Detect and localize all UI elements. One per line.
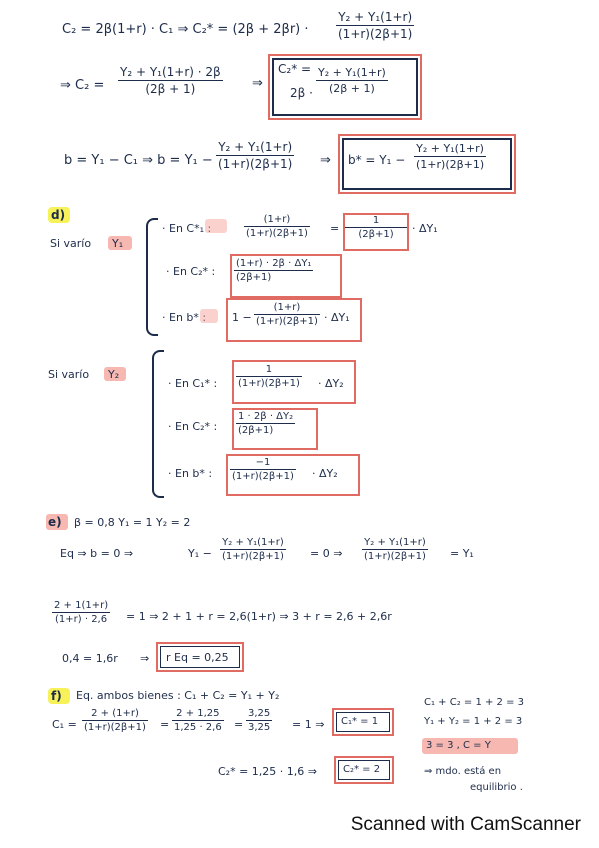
r2-box-den: (2β + 1) [328,82,375,95]
r3-box-lhs: b* = Y₁ − [348,153,406,167]
f-side-1: C₁ + C₂ = 1 + 2 = 3 [424,697,525,708]
fraction-bar [230,469,296,470]
fraction-bar [246,720,272,721]
d-m1-pre: · En C₁* : [168,377,218,390]
f-side-4: ⇒ mdo. está en [424,766,502,777]
f-c1-num: 2 + (1+r) [91,708,139,719]
d-l3-pre: · En b* : [162,311,207,324]
brace-y2 [152,350,164,498]
e-d-box: r Eq = 0,25 [166,651,229,664]
b-highlight [200,309,218,323]
fraction-bar [236,376,302,377]
f-c1-eq: = [160,718,170,731]
fraction-bar [82,720,148,721]
e-eq-den2: (1+r)(2β+1) [364,551,426,562]
e-eq-end: = Y₁ [450,547,474,560]
r2-den: (2β + 1) [145,82,196,96]
d-l3-fraction [254,302,320,327]
e-eq-den: (1+r)(2β+1) [222,551,284,562]
d-m3-tail: · ΔY₂ [312,467,338,480]
f-c1-lhs: C₁ = [52,718,77,731]
fraction-bar [244,226,310,227]
d-m3-pre: · En b* : [168,467,213,480]
r3-lhs: b = Y₁ − C₁ ⇒ b = Y₁ − [64,153,213,168]
f-c1-fraction-3 [246,708,272,733]
r3-box-num: Y₂ + Y₁(1+r) [416,142,484,155]
r2-box-num: Y₂ + Y₁(1+r) [318,66,386,79]
fraction-bar [362,549,428,550]
r2-box-lhs: C₂* = [278,62,312,76]
d-l1-fraction [244,214,310,239]
f-c1-box: C₁* = 1 [341,716,379,727]
f-side-2: Y₁ + Y₂ = 1 + 2 = 3 [424,716,523,727]
fraction-bar [172,720,224,721]
f-label: f) [51,689,62,703]
f-c2-box: C₂* = 2 [343,764,381,775]
r3-num: Y₂ + Y₁(1+r) [218,140,293,154]
d-l3-num: (1+r) [273,302,301,313]
fraction-bar [316,80,388,81]
r3-arrow: ⇒ [320,153,331,168]
e-d-lhs: 0,4 = 1,6r [62,652,118,665]
d-si-vario-2: Si varío [48,368,90,381]
d-l1-den: (1+r)(2β+1) [246,228,308,239]
r1-den: (1+r)(2β+1) [338,27,413,41]
f-side-5: equilibrio . [470,782,523,793]
e-d-arrow: ⇒ [140,652,150,665]
e-c-fraction [52,600,110,625]
d-label: d) [51,208,66,222]
r3-box-den: (1+r)(2β+1) [416,158,485,171]
e-eq-lhs: Eq ⇒ b = 0 ⇒ [60,547,134,560]
d-l3-den: (1+r)(2β+1) [256,316,318,327]
f-c1-eq2: = [234,718,244,731]
r3-fraction [216,140,294,171]
e-c-den: (1+r) · 2,6 [55,614,108,625]
d-m2-fraction [236,411,295,436]
fraction-bar [220,549,286,550]
scanner-watermark: Scanned with CamScanner [350,814,581,835]
fraction-bar [336,25,414,26]
f-c1-num2: 2 + 1,25 [176,708,220,719]
d-si-vario-1: Si varío [50,237,92,250]
e-label: e) [48,515,62,529]
r2-fraction [118,65,223,96]
e-eq-mid: = 0 ⇒ [310,547,343,560]
f-c2-lhs: C₂* = 1,25 · 1,6 ⇒ [218,765,317,778]
f-c1-den3: 3,25 [248,722,271,733]
fraction-bar [236,423,295,424]
d-l1-bden: (2β+1) [358,229,394,240]
r1-fraction [336,10,414,41]
d-m1-tail: · ΔY₂ [318,377,344,390]
d-m1-num: 1 [265,364,273,375]
e-c-rest: = 1 ⇒ 2 + 1 + r = 2,6(1+r) ⇒ 3 + r = 2,6 + 2,6r [126,610,392,623]
brace-y1 [146,218,158,336]
f-c1-fraction-2 [172,708,224,733]
d-var2: Y₂ [108,368,120,381]
d-l1-tail: · ΔY₁ [412,222,438,235]
fraction-bar [234,270,313,271]
r2-lhs: ⇒ C₂ = [60,78,105,93]
d-m1-den: (1+r)(2β+1) [238,378,300,389]
d-var1: Y₁ [112,237,124,250]
d-m2-den: (2β+1) [238,425,274,436]
r2-box-fraction [316,66,388,95]
r2-num: Y₂ + Y₁(1+r) · 2β [120,65,221,79]
d-m3-num: −1 [255,457,271,468]
r2-box-mid: 2β · [290,86,313,100]
d-l3-a: 1 − [232,311,252,324]
r3-box-fraction [414,142,486,171]
c1-highlight [205,219,227,233]
d-m3-den: (1+r)(2β+1) [232,471,294,482]
fraction-bar [216,155,294,156]
e-eq-fraction [220,537,286,562]
r2-arrow: ⇒ [252,76,263,91]
e-givens: β = 0,8 Y₁ = 1 Y₂ = 2 [74,516,191,529]
d-l1-bnum: 1 [372,215,380,226]
d-l1-num: (1+r) [263,214,291,225]
f-c1-den: (1+r)(2β+1) [84,722,146,733]
fraction-bar [118,80,223,81]
d-m2-pre: · En C₂* : [168,420,218,433]
d-l3-tail: · ΔY₁ [324,311,350,324]
e-c-num: 2 + 1(1+r) [54,600,109,611]
e-eq-num: Y₂ + Y₁(1+r) [222,537,284,548]
d-m1-fraction [236,364,302,389]
d-l2-num: (1+r) · 2β · ΔY₁ [236,258,312,269]
fraction-bar [414,156,486,157]
f-title: Eq. ambos bienes : C₁ + C₂ = Y₁ + Y₂ [76,689,280,702]
fraction-bar [52,612,110,613]
r3-den: (1+r)(2β+1) [218,157,293,171]
f-c1-num3: 3,25 [248,708,271,719]
fraction-bar [345,227,407,228]
d-l2-fraction [234,258,313,283]
f-c1-den2: 1,25 · 2,6 [174,722,222,733]
scanner-footer [0,800,599,848]
f-c1-tail: = 1 ⇒ [292,718,325,731]
d-l1-eq: = [330,222,340,235]
fraction-bar [254,314,320,315]
f-side-3: 3 = 3 , C = Y [426,740,491,751]
f-c1-fraction [82,708,148,733]
d-l1-pre: · En C*₁ : [162,222,212,235]
d-m2-num: 1 · 2β · ΔY₂ [238,411,294,422]
e-eq-y: Y₁ − [188,547,212,560]
e-eq-fraction-2 [362,537,428,562]
d-m3-fraction [230,457,296,482]
r1-num: Y₂ + Y₁(1+r) [338,10,413,24]
d-l2-pre: · En C₂* : [166,265,216,278]
d-l2-den: (2β+1) [236,272,272,283]
d-l1-box-fraction [345,215,407,240]
e-eq-num2: Y₂ + Y₁(1+r) [364,537,426,548]
r1-lhs: C₂ = 2β(1+r) · C₁ ⇒ C₂* = (2β + 2βr) · [62,22,309,37]
